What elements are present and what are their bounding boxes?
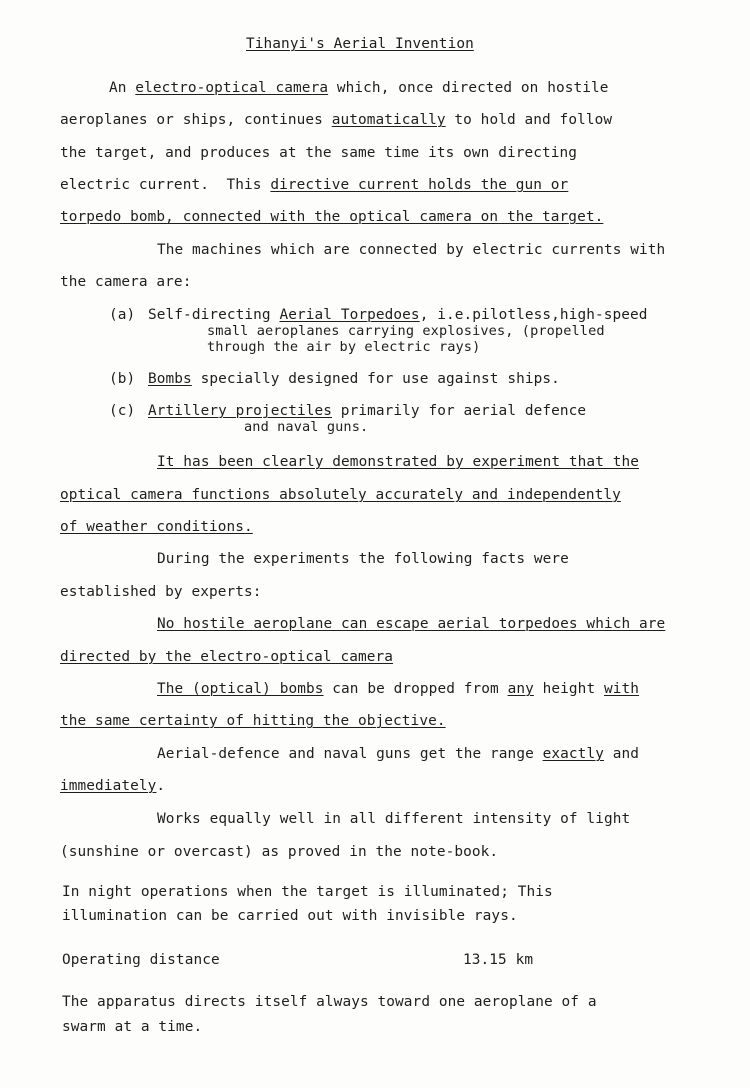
text: specially designed for use against ships. — [191, 371, 560, 387]
paragraph-7-line-2 — [60, 777, 165, 795]
paragraph-6-line-2: the same certainty of hitting the objective. — [60, 713, 446, 729]
text: to hold and follow — [445, 112, 613, 128]
text: height — [533, 681, 604, 697]
text: primarily for aerial defence — [332, 403, 587, 419]
paragraph-5-line-1: No hostile aeroplane can escape aerial torpedoes which are — [157, 616, 666, 632]
document-title: Tihanyi's Aerial Invention — [246, 36, 474, 52]
item-b-marker: (b) — [109, 371, 136, 387]
item-a-line-2: small aeroplanes carrying explosives, (propelled — [207, 323, 605, 339]
paragraph-2-line-1: The machines which are connected by electric currents with — [157, 242, 666, 258]
underlined-text: exactly — [542, 746, 604, 762]
paragraph-9-line-2: illumination can be carried out with invisible rays. — [62, 908, 518, 924]
item-c-line-1 — [148, 402, 586, 420]
paragraph-7-line-1 — [157, 745, 639, 763]
paragraph-3-line-2: optical camera functions absolutely accurately and independently — [60, 487, 621, 503]
paragraph-1-line-4 — [60, 176, 568, 194]
paragraph-11-line-1: The apparatus directs itself always toward one aeroplane of a — [62, 994, 597, 1010]
text: electric current. This — [60, 177, 271, 193]
item-c-line-2: and naval guns. — [244, 419, 369, 435]
text: which, once directed on hostile — [328, 80, 609, 96]
text: An — [109, 80, 136, 96]
text: can be dropped from — [323, 681, 508, 697]
paragraph-1-line-2 — [60, 111, 612, 129]
paragraph-1-line-1 — [109, 79, 609, 97]
paragraph-9-line-1: In night operations when the target is illuminated; This — [62, 884, 553, 900]
text: Aerial-defence and naval guns get the range — [157, 746, 543, 762]
operating-distance-value: 13.15 km — [463, 952, 534, 968]
item-a-line-3: through the air by electric rays) — [207, 339, 481, 355]
text: and — [603, 746, 640, 762]
paragraph-11-line-2: swarm at a time. — [62, 1019, 203, 1035]
underlined-text: electro-optical camera — [135, 80, 329, 96]
text: aeroplanes or ships, continues — [60, 112, 332, 128]
paragraph-2-line-2: the camera are: — [60, 274, 192, 290]
underlined-text: Artillery projectiles — [148, 403, 333, 419]
underlined-text: The (optical) bombs — [157, 681, 324, 697]
paragraph-1-line-5: torpedo bomb, connected with the optical camera on the target. — [60, 209, 604, 225]
paragraph-4-line-2: established by experts: — [60, 584, 262, 600]
underlined-text: Aerial Torpedoes — [279, 307, 420, 323]
item-a-line-1 — [148, 306, 648, 324]
paragraph-5-line-2: directed by the electro-optical camera — [60, 649, 394, 665]
underlined-text: any — [507, 681, 534, 697]
item-b-line-1 — [148, 370, 560, 388]
paragraph-3-line-1: It has been clearly demonstrated by experiment that the — [157, 454, 640, 470]
paragraph-6-line-1 — [157, 680, 639, 698]
paragraph-8-line-1: Works equally well in all different intensity of light — [157, 811, 631, 827]
item-c-marker: (c) — [109, 403, 136, 419]
underlined-text: directive current holds the gun or — [270, 177, 569, 193]
text: Self-directing — [148, 307, 280, 323]
underlined-text: Bombs — [148, 371, 192, 387]
underlined-text: with — [603, 681, 640, 697]
paragraph-8-line-2: (sunshine or overcast) as proved in the note-book. — [60, 844, 499, 860]
underlined-text: automatically — [331, 112, 446, 128]
underlined-text: immediately — [60, 778, 157, 794]
item-a-marker: (a) — [109, 307, 136, 323]
text: , i.e.pilotless,high-speed — [419, 307, 648, 323]
operating-distance-label: Operating distance — [62, 952, 220, 968]
text: . — [156, 778, 166, 794]
paragraph-3-line-3: of weather conditions. — [60, 519, 253, 535]
paragraph-1-line-3: the target, and produces at the same time its own directing — [60, 145, 578, 161]
paragraph-4-line-1: During the experiments the following facts were — [157, 551, 569, 567]
